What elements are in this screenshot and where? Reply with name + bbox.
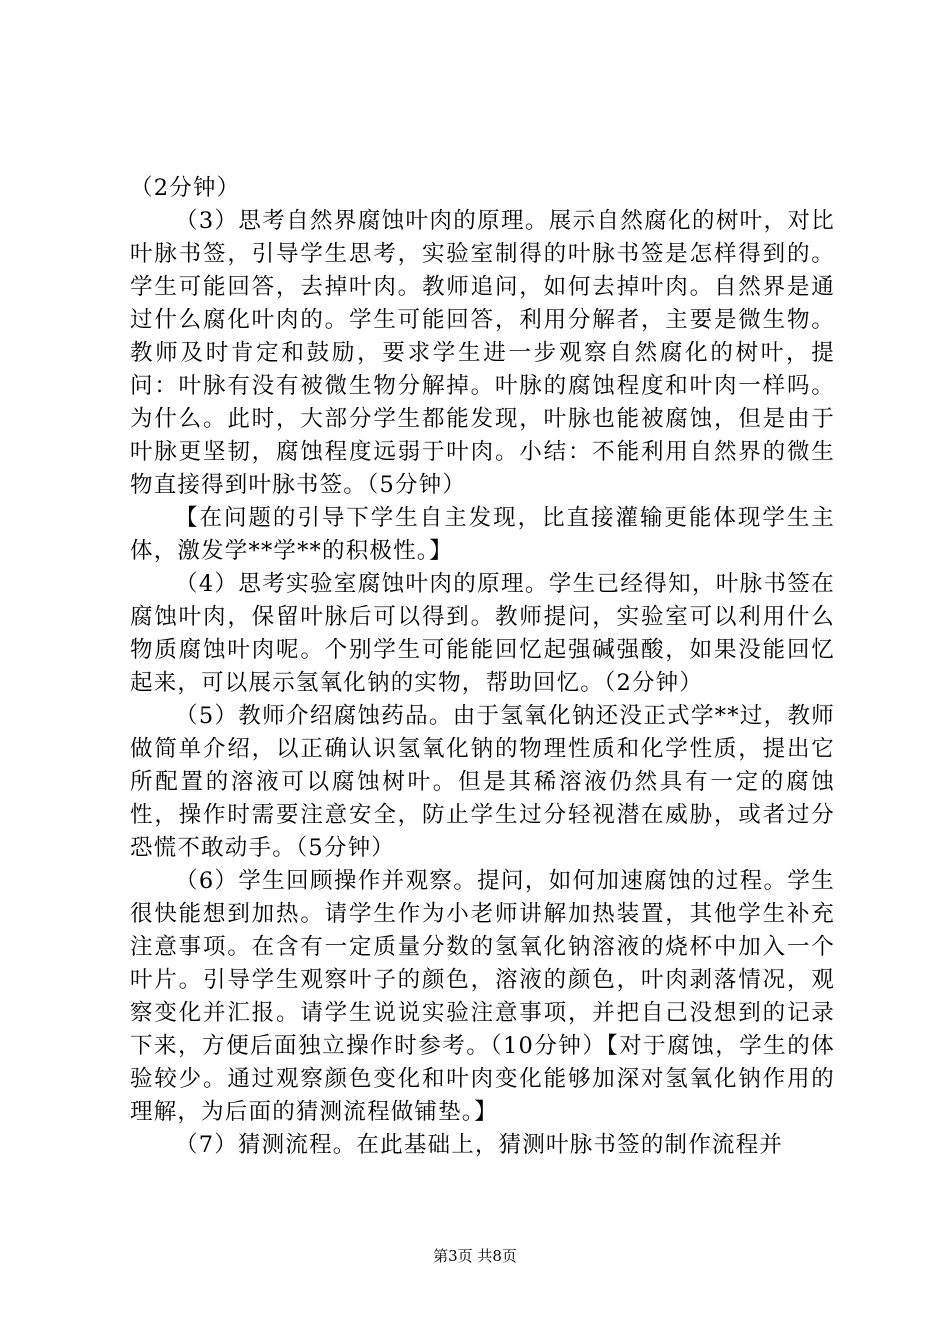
paragraph-step-3: （3）思考自然界腐蚀叶肉的原理。展示自然腐化的树叶，对比叶脉书签，引导学生思考，实验室制得的叶脉书签是怎样得到的。学生可能回答，去掉叶肉。教师追问，如何去掉叶肉。自然界是通过什么腐化叶肉的。学生可能回答，利用分解者，主要是微生物。教师及时肯定和鼓励，要求学生进一步观察自然腐化的树叶，提问：叶脉有没有被微生物分解掉。叶脉的腐蚀程度和叶肉一样吗。为什么。此时，大部分学生都能发现，叶脉也能被腐蚀，但是由于叶脉更坚韧，腐蚀程度远弱于叶肉。小结：不能利用自然界的微生物直接得到叶脉书签。（5分钟） <box>130 208 835 498</box>
paragraph-time-note: （2分钟） <box>130 175 241 201</box>
paragraph-remark-1: 【在问题的引导下学生自主发现，比直接灌输更能体现学生主体，激发学**学**的积极性。】 <box>130 505 835 564</box>
page-footer: 第3页 共8页 <box>433 1247 517 1265</box>
paragraph-step-6: （6）学生回顾操作并观察。提问，如何加速腐蚀的过程。学生很快能想到加热。请学生作为小老师讲解加热装置，其他学生补充注意事项。在含有一定质量分数的氢氧化钠溶液的烧杯中加入一个叶片。引导学生观察叶子的颜色，溶液的颜色，叶肉剥落情况，观察变化并汇报。请学生说说实验注意事项，并把自己没想到的记录下来，方便后面独立操作时参考。（10分钟）【对于腐蚀，学生的体验较少。通过观察颜色变化和叶肉变化能够加深对氢氧化钠作用的理解，为后面的猜测流程做铺垫。】 <box>130 868 835 1125</box>
paragraph-step-4: （4）思考实验室腐蚀叶肉的原理。学生已经得知，叶脉书签在腐蚀叶肉，保留叶脉后可以得到。教师提问，实验室可以利用什么物质腐蚀叶肉呢。个别学生可能能回忆起强碱强酸，如果没能回忆起来，可以展示氢氧化钠的实物，帮助回忆。（2分钟） <box>130 571 835 696</box>
paragraph-step-5: （5）教师介绍腐蚀药品。由于氢氧化钠还没正式学**过，教师做简单介绍，以正确认识氢氧化钠的物理性质和化学性质，提出它所配置的溶液可以腐蚀树叶。但是其稀溶液仍然具有一定的腐蚀性，操作时需要注意安全，防止学生过分轻视潜在威胁，或者过分恐慌不敢动手。（5分钟） <box>130 703 835 861</box>
paragraph-step-7: （7）猜测流程。在此基础上，猜测叶脉书签的制作流程并 <box>175 1132 784 1158</box>
document-body <box>130 172 835 1162</box>
